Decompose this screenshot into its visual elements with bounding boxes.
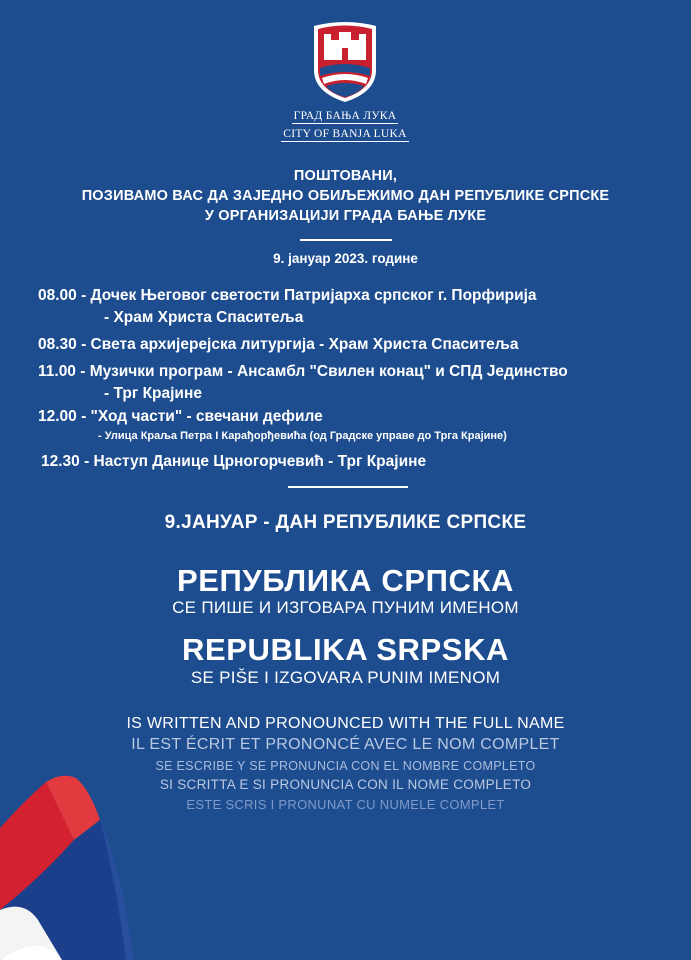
program-item-5: 12.30 - Наступ Данице Црногорчевић - Трг Крајине	[41, 453, 427, 470]
divider-top	[300, 239, 392, 241]
intro-line-3: У ОРГАНИЗАЦИЈИ ГРАДА БАЊЕ ЛУКЕ	[204, 208, 487, 224]
translation-italian: SI SCRITTA E SI PRONUNCIA CON IL NOME COMPLETO	[159, 777, 532, 792]
serbian-flag-ribbon-icon	[0, 760, 240, 960]
banja-luka-crest-icon	[310, 20, 380, 104]
city-name-latin: CITY OF BANJA LUKA	[283, 128, 407, 140]
city-names	[270, 106, 420, 142]
program-item-4: 12.00 - "Ход части" - свечани дефиле	[38, 408, 323, 425]
city-name-cyrillic: ГРАД БАЊА ЛУКА	[293, 110, 397, 122]
program-item-1-location: - Храм Христа Спаситеља	[104, 309, 304, 326]
program-item-4-location: - Улица Краља Петра I Карађорђевића (од Градске управе до Трга Крајине)	[98, 430, 507, 442]
intro-text	[0, 166, 691, 226]
day-title: 9.ЈАНУАР - ДАН РЕПУБЛИКЕ СРПСКЕ	[164, 512, 527, 533]
program-item-3: 11.00 - Музички програм - Ансамбл "Свилен конац" и СПД Јединство	[38, 363, 568, 380]
translation-spanish: SE ESCRIBE Y SE PRONUNCIA CON EL NOMBRE COMPLETO	[155, 759, 536, 773]
program-item-1: 08.00 - Дочек Његовог светости Патријарха српског г. Порфирија	[38, 287, 537, 304]
slogan-latin-subtitle: SE PIŠE I IZGOVARA PUNIM IMENOM	[190, 668, 501, 687]
slogan-cyrillic-title: РЕПУБЛИКА СРПСКА	[176, 563, 515, 598]
intro-line-1: ПОШТОВАНИ,	[293, 168, 398, 184]
intro-line-2: ПОЗИВАМО ВАС ДА ЗАЈЕДНО ОБИЉЕЖИМО ДАН РЕПУБЛИКЕ СРПСКЕ	[81, 188, 610, 204]
slogan-latin-title: REPUBLIKA SRPSKA	[181, 632, 510, 667]
program-item-3-location: - Трг Крајине	[104, 385, 202, 402]
slogan-cyrillic-subtitle: СЕ ПИШЕ И ИЗГОВАРА ПУНИМ ИМЕНОМ	[172, 598, 519, 617]
program-item-2: 08.30 - Света архијерејска литургија - Храм Христа Спаситеља	[38, 336, 519, 353]
divider-bottom	[288, 486, 408, 488]
translation-romanian: ESTE SCRIS I PRONUNAT CU NUMELE COMPLET	[186, 797, 505, 812]
event-date: 9. јануар 2023. године	[273, 251, 418, 266]
translation-french: IL EST ÉCRIT ET PRONONCÉ AVEC LE NOM COMPLET	[131, 736, 560, 753]
translation-english: IS WRITTEN AND PRONOUNCED WITH THE FULL NAME	[126, 715, 565, 732]
